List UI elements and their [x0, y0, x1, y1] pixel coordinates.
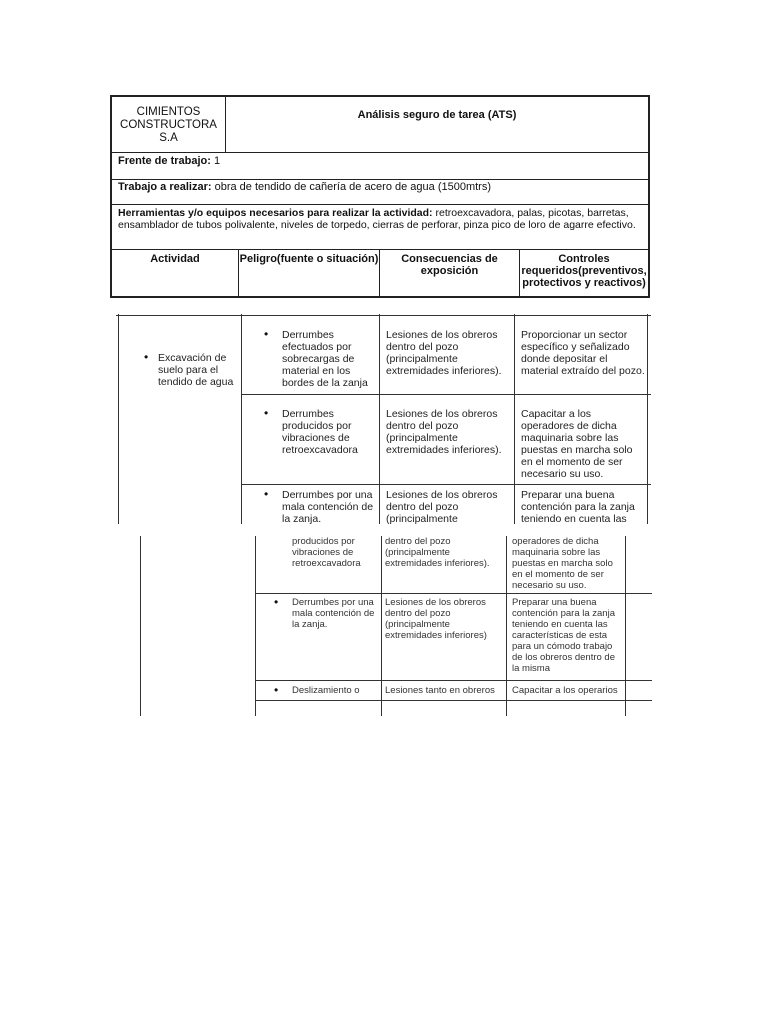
col-controles: Controles requeridos(preventivos, protectivos y reactivos) — [521, 253, 647, 289]
divider — [241, 394, 651, 395]
hazard-text: Derrumbes por una mala contención de la zanja. — [282, 489, 374, 524]
divider — [255, 700, 652, 701]
company-name: CIMIENTOS CONSTRUCTORA S.A — [112, 97, 226, 153]
control-text: Preparar una buena contención para la zanja teniendo en cuenta las — [521, 489, 635, 524]
divider — [140, 536, 141, 716]
control-text: Capacitar a los operadores de dicha maquinaria sobre las puestas en marcha solo en el momento de ser necesario su uso. — [521, 408, 633, 480]
control-text: Preparar una buena contención para la zanja teniendo en cuenta las características de esta para un cómodo trabajo de los obreros dentro de la misma — [512, 597, 615, 674]
ats-header-table — [110, 95, 650, 298]
divider — [241, 484, 651, 485]
frente-row — [112, 153, 648, 180]
frente-label: Frente de trabajo: — [118, 155, 211, 167]
consequence-text: Lesiones tanto en obreros — [385, 685, 495, 696]
consequence-text: Lesiones de los obreros dentro del pozo (principalmente extremidades inferiores). — [386, 408, 502, 456]
tools-text — [118, 207, 646, 231]
scan-table-2 — [130, 536, 652, 716]
bullet-icon: • — [274, 683, 279, 697]
divider — [118, 314, 119, 524]
tools-value: retroexcavadora, palas, picotas, barretas, ensamblador de tubos polivalente, niveles de torpedo, cierras de perforar, pinza pico de loro de agarre efectivo. — [118, 207, 636, 231]
divider — [514, 314, 515, 524]
bullet-icon: • — [274, 595, 279, 609]
frente-value: 1 — [210, 155, 221, 167]
consequence-text: Lesiones de los obreros dentro del pozo (principalmente extremidades inferiores). — [386, 329, 502, 377]
bullet-icon: • — [264, 406, 269, 420]
control-text: operadores de dicha maquinaria sobre las puestas en marcha solo en el momento de ser necesario su uso. — [512, 536, 613, 591]
bullet-icon: • — [144, 350, 149, 364]
col-consecuencias: Consecuencias de exposición — [380, 250, 520, 296]
title-row — [112, 97, 648, 153]
bullet-icon: • — [264, 487, 269, 501]
activity-text: Excavación de suelo para el tendido de agua — [158, 352, 234, 388]
consequence-text: dentro del pozo (principalmente extremidades inferiores). — [385, 536, 490, 569]
divider — [379, 314, 380, 524]
control-text: Proporcionar un sector específico y señalizado donde depositar el material extraído del pozo. — [521, 329, 645, 377]
divider — [381, 536, 382, 716]
tools-label: Herramientas y/o equipos necesarios para realizar la actividad: — [118, 207, 433, 219]
divider — [255, 680, 652, 681]
divider — [255, 536, 256, 716]
divider — [116, 315, 651, 316]
control-text: Capacitar a los operarios — [512, 685, 618, 696]
col-peligro: Peligro(fuente o situación) — [239, 250, 380, 296]
hazard-text: Derrumbes por una mala contención de la zanja. — [292, 597, 375, 630]
divider — [241, 314, 242, 524]
col-actividad: Actividad — [112, 250, 239, 296]
hazard-text: producidos por vibraciones de retroexcavadora — [292, 536, 361, 569]
trabajo-value: obra de tendido de cañería de acero de agua (1500mtrs) — [211, 181, 492, 193]
consequence-text: Lesiones de los obreros dentro del pozo (principalmente extremidades inferiores) — [385, 597, 487, 641]
hazard-text: Deslizamiento o — [292, 685, 360, 696]
consequence-text: Lesiones de los obreros dentro del pozo (principalmente — [386, 489, 498, 524]
divider — [647, 314, 648, 524]
divider — [506, 536, 507, 716]
bullet-icon: • — [264, 327, 269, 341]
hazard-text: Derrumbes producidos por vibraciones de retroexcavadora — [282, 408, 358, 456]
hazard-text: Derrumbes efectuados por sobrecargas de material en los bordes de la zanja — [282, 329, 368, 389]
divider — [625, 536, 626, 716]
trabajo-label: Trabajo a realizar: — [118, 181, 212, 193]
scan-table-1 — [116, 314, 651, 524]
trabajo-row — [112, 180, 648, 205]
document-title: Análisis seguro de tarea (ATS) — [357, 109, 517, 121]
divider — [255, 593, 652, 594]
